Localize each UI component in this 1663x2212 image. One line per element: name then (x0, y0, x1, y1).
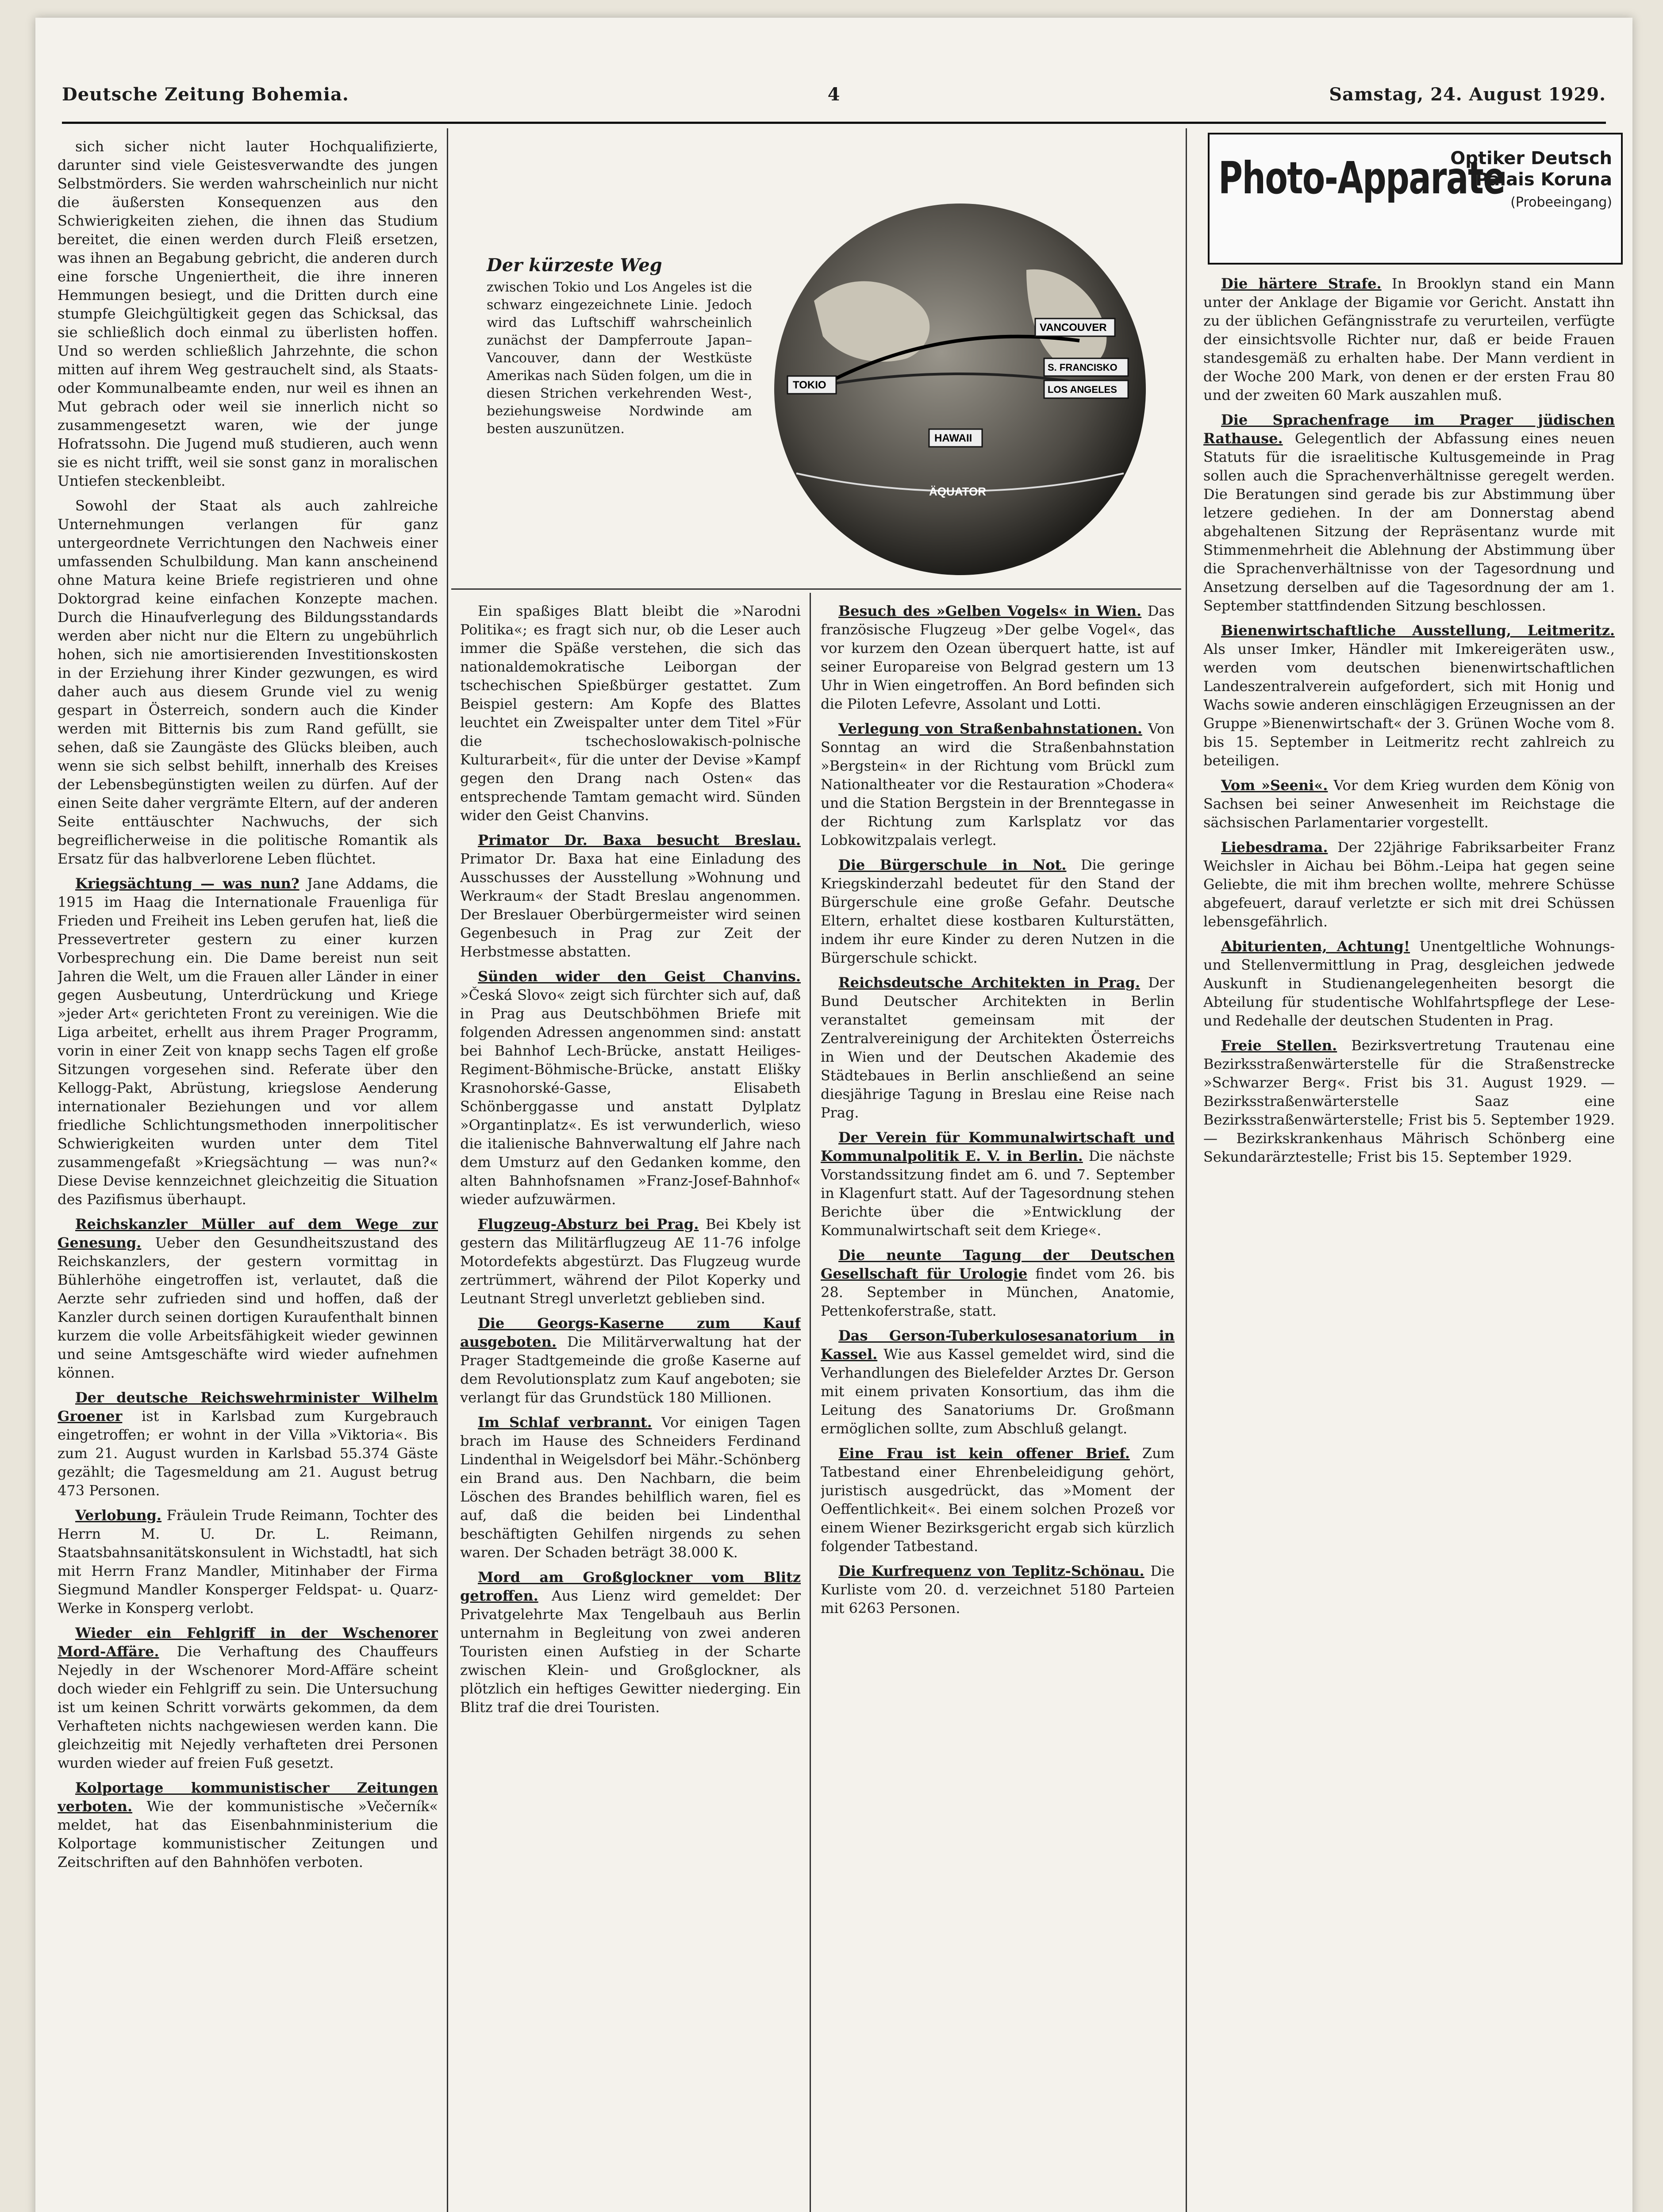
globe-caption (487, 257, 752, 438)
globe-icon (761, 190, 1159, 588)
article-heading: Kolportage kommunistischer Zeitungen verboten. (58, 1779, 438, 1815)
globe-label: TOKIO (793, 379, 826, 391)
column-divider (810, 593, 811, 2212)
article-heading: Verlobung. (75, 1507, 162, 1524)
article-text: Aus Lienz wird gemeldet: Der Privatgelehrte Max Tengelbauh aus Berlin unternahm in Begleitung von zwei anderen Touristen einen Aufstieg in der Scharte zwischen Klein- und Großglockner, als plötzlich ein heftiges Gewitter niederging. Ein Blitz traf die drei Touristen. (460, 1587, 801, 1716)
article-heading: Im Schlaf verbrannt. (478, 1414, 652, 1431)
masthead-title: Deutsche Zeitung Bohemia. (62, 84, 349, 105)
column-3 (821, 602, 1175, 2212)
caption-title: Der kürzeste Weg (487, 255, 662, 276)
article-text: Das französische Flugzeug »Der gelbe Vogel«, das vor kurzem den Ozean überquert hatte, ist auf seiner Europareise von Belgrad gestern um 13 Uhr in Wien eingetroffen. An Bord befinden sich die Piloten Lefevre, Assolant und Lotti. (821, 603, 1175, 712)
masthead-date: Samstag, 24. August 1929. (1329, 84, 1606, 105)
article-text: Primator Dr. Baxa hat eine Einladung des Ausschusses der Ausstellung »Wohnung und Werkraum« der Stadt Breslau angenommen. Der Breslauer Oberbürgermeister wird seinen Gegenbesuch in Prag zur Zeit der Herbstmesse abstatten. (460, 850, 801, 960)
article-heading: Flugzeug-Absturz bei Prag. (478, 1216, 699, 1233)
article-heading: Die Bürgerschule in Not. (838, 856, 1067, 873)
article-heading: Bienenwirtschaftliche Ausstellung, Leitmeritz. (1221, 622, 1615, 639)
article-heading: Freie Stellen. (1221, 1037, 1337, 1054)
article-text: Die geringe Kriegskinderzahl bedeutet für den Stand der Bürgerschule eine große Gefahr. Deutsche Eltern, erhaltet diese kostbaren Kulturstätten, indem ihr eure Kinder zu deren Nutzen in die Bürgerschule schickt. (821, 856, 1175, 966)
article-heading: Vom »Seeni«. (1221, 777, 1328, 794)
ad-line: Palais Koruna (1475, 169, 1612, 190)
article-heading: Kriegsächtung — was nun? (75, 875, 300, 892)
article-paragraph: Ein spaßiges Blatt bleibt die »Narodni Politika«; es fragt sich nur, ob die Leser auch immer die Späße verstehen, die sich das nationaldemokratische Leiborgan der tschechischen Spießbürger gestattet. Zum Beispiel gestern: Am Kopfe des Blattes leuchtet ein Zweispalter unter dem Titel »Für die tschechoslowakisch-polnische Kulturarbeit«, für die unter der Devise »Kampf gegen den Drang nach Osten« das entsprechende Tamtam gemacht wird. Sünden wider den Geist Chanvins. (460, 603, 801, 824)
article-heading: Primator Dr. Baxa besucht Breslau. (478, 832, 801, 849)
globe-illustration (761, 190, 1159, 588)
article-heading: Die Georgs-Kaserne zum Kauf ausgeboten. (460, 1315, 801, 1350)
article-text: Bei Kbely ist gestern das Militärflugzeug AE 11-76 infolge Motordefekts abgestürzt. Das Flugzeug wurde zertrümmert, während der Pilot Koperky und Leutnant Stregl unverletzt geblieben sind. (460, 1216, 801, 1307)
article-paragraph: Sowohl der Staat als auch zahlreiche Unternehmungen verlangen für ganz untergeordnete Verrichtungen den Nachweis einer umfassenden Schulbildung. Man kann anscheinend ohne Matura keine Briefe registrieren und ohne Doktorgrad keine einfachen Konzepte machen. Durch die Hinaufverlegung des Bildungsstandards werden aber nicht nur die Eltern zu ungebührlich hohen, sich nie amortisierenden Investitionskosten in der Erziehung ihrer Kinder gezwungen, es wird daher auch aus diesem Grunde viel zu wenig gespart in Österreich, sondern auch die Kinder werden mit Bitternis bis zum Rand gefüllt, sie sehen, daß sie Zaungäste des Glücks bleiben, auch wenn sie sich selbst behilft, innerhalb des Kreises der Lebensbegünstigten weilen zu dürfen. Auf der einen Seite daher vergrämte Eltern, auf der anderen Seite enttäuschter Nachwuchs, der sich begreiflicherweise in die politische Romantik als Ersatz für das halbverlorene Leben flüchtet. (58, 497, 438, 867)
article-paragraph: sich sicher nicht lauter Hochqualifizierte, darunter sind viele Geistesverwandte des jungen Selbstmörders. Sie werden wahrscheinlich nur nicht die äußersten Konsequenzen aus den Schwierigkeiten ziehen, die ihnen das Studium bereitet, die einen werden durch Fleiß ersetzen, was ihnen an Begabung gebricht, die anderen durch eine forsche Ungeniertheit, die ihre inneren Hemmungen besiegt, und die Dritten durch eine stumpfe Gleichgültigkeit gegen das Schicksal, das sie schließlich doch einmal zu überlisten hoffen. Und so werden schließlich Jahrzehnte, die schon mitten auf ihrem Weg gestrauchelt sind, als Staats- oder Kommunalbeamte enden, nur weil es ihnen an Mut gebrach oder weil sie innerlich nicht so zusammengesetzt waren, wie der junge Hofratssohn. Die Jugend muß studieren, auch wenn sie es nicht trifft, weil sie sonst ganz in moralischen Untiefen steckenbleibt. (58, 138, 438, 489)
article-text: Vor einigen Tagen brach im Hause des Schneiders Ferdinand Lindenthal in Weigelsdorf bei Mähr.-Schönberg ein Brand aus. Den Nachbarn, die beim Löschen des Brandes behilflich waren, fiel es auf, daß die beiden bei Lindenthal beschäftigten Gehilfen nirgends zu sehen waren. Der Schaden beträgt 38.000 K. (460, 1414, 801, 1561)
article-text: Zum Tatbestand einer Ehrenbeleidigung gehört, juristisch ausgedrückt, das »Moment der Oeffentlichkeit«. Bei einem solchen Prozeß vor einem Wiener Bezirksgericht ergab sich kürzlich folgender Tatbestand. (821, 1445, 1175, 1555)
article-text: Jane Addams, die 1915 im Haag die Internationale Frauenliga für Frieden und Freiheit ins Leben gerufen hat, ließ die Pressevertreter gestern zu einer kurzen Vorbesprechung ein. Die Dame bereist nun seit Jahren die Welt, um die Frauen aller Länder in einer gegen Ausbeutung, Unterdrückung und Kriege »jeder Art« gerichteten Front zu vereinigen. Wie die Liga arbeitet, erhellt aus ihrem Prager Programm, vorin in einer Zeit von knapp sechs Tagen elf große Sitzungen vorgesehen sind. Referate über den Kellogg-Pakt, Abrüstung, kriegslose Aenderung internationaler Beziehungen und vor allem friedliche Schlichtungsmethoden innerpolitischer Schwierigkeiten wurden unter dem Titel zusammengefaßt »Kriegsächtung — was nun?« Diese Devise kennzeichnet gleichzeitig die Situation des Pazifismus überhaupt. (58, 875, 438, 1208)
article-heading: Abiturienten, Achtung! (1221, 938, 1410, 955)
newspaper-page (35, 18, 1632, 2212)
article-heading: Eine Frau ist kein offener Brief. (838, 1445, 1130, 1462)
article-text: »Česká Slovo« zeigt sich fürchter sich auf, daß in Prag aus Deutschböhmen Briefe mit folgenden Adressen angenommen sind: anstatt bei Bahnhof Lech-Brücke, anstatt Heiliges-Regiment-Böhmische-Brücke, anstatt Elišky Krasnohorské-Gasse, Elisabeth Schönberggasse und anstatt Dylplatz »Organtinplatz«. Es ist verwunderlich, wieso die italienische Bahnverwaltung elf Jahre nach dem Umsturz auf den Gedanken komme, den alten Bahnhofsnamen »Franz-Josef-Bahnhof« wieder aufzuwärmen. (460, 987, 801, 1208)
article-heading: Reichsdeutsche Architekten in Prag. (838, 974, 1140, 991)
article-text: Die Militärverwaltung hat der Prager Stadtgemeinde die große Kaserne auf dem Revolutionsplatz zum Kauf angeboten; sie verlangt für das Grundstück 180 Millionen. (460, 1333, 801, 1406)
masthead (62, 84, 1606, 119)
globe-label: S. FRANCISKO (1048, 362, 1118, 373)
article-text: Vor dem Krieg wurden dem König von Sachsen bei seiner Anwesenheit im Reichstage die sächsischen Parlamentarier vorgestellt. (1203, 777, 1615, 831)
column-divider (1186, 128, 1187, 2212)
article-heading: Der deutsche Reichswehrminister Wilhelm Groener (58, 1389, 438, 1425)
article-heading: Die neunte Tagung der Deutschen Gesellschaft für Urologie (821, 1247, 1175, 1282)
article-heading: Liebesdrama. (1221, 839, 1328, 856)
caption-text: zwischen Tokio und Los Angeles ist die schwarz eingezeichnete Linie. Jedoch wird das Luftschiff wahrscheinlich zunächst der Dampferroute Japan–Vancouver, dann der Westküste Amerikas nach Süden folgen, um die in diesen Strichen verkehrenden West-, beziehungsweise Nordwinde am besten auszunützen. (487, 280, 752, 437)
article-heading: Der Verein für Kommunalwirtschaft und Kommunalpolitik E. V. in Berlin. (821, 1129, 1175, 1164)
globe-label: HAWAII (934, 432, 972, 444)
article-heading: Das Gerson-Tuberkulosesanatorium in Kassel. (821, 1327, 1175, 1363)
column-divider (447, 128, 448, 2212)
advertisement (1208, 133, 1623, 265)
globe-label: LOS ANGELES (1048, 384, 1117, 395)
article-text: Die Verhaftung des Chauffeurs Nejedly in der Wschenorer Mord-Affäre scheint doch wieder ein Fehlgriff zu sein. Die Untersuchung ist um keinen Schritt vorwärts gekommen, da dem Verhafteten nichts nachgewiesen werden kann. Die gleichzeitig mit Nejedly verhafteten drei Personen wurden wieder auf freien Fuß gesetzt. (58, 1643, 438, 1771)
globe-label: VANCOUVER (1040, 322, 1107, 334)
article-text: Gelegentlich der Abfassung eines neuen Statuts für die israelitische Kultusgemeinde in Prag sollen auch die Sprachenverhältnisse geregelt werden. Die Beratungen sind gerade bis zur Abstimmung über letzere gediehen. In der am Donnerstag abend abgehaltenen Sitzung der Repräsentanz wurde mit Stimmenmehrheit die Ablehnung der Abstimmung über die Sprachenverhältnisse von der Tagesordnung und Ansetzung derselben auf die Tagesordnung der am 1. September stattfindenden Sitzung beschlossen. (1203, 430, 1615, 614)
article-text: In Brooklyn stand ein Mann unter der Anklage der Bigamie vor Gericht. Anstatt ihn zu der üblichen Gefängnisstrafe zu verurteilen, verfügte der einsichtsvolle Richter nur, daß er beide Frauen standesgemäß zu erhalten habe. Der Mann verdient in der Woche 200 Mark, von denen er der ersten Frau 80 und der zweiten 60 Mark auszahlen muß. (1203, 275, 1615, 403)
article-heading: Reichskanzler Müller auf dem Wege zur Genesung. (58, 1216, 438, 1251)
article-text: Als unser Imker, Händler mit Imkereigeräten usw., werden vom deutschen bienenwirtschaftlichen Landeszentralverein aufgefordert, sich mit Honig und Wachs sowie anderen einschlägigen Erzeugnissen an der Gruppe »Bienenwirtschaft« der 3. Grünen Woche vom 8. bis 15. September in Leitmeritz recht zahlreich zu beteiligen. (1203, 641, 1615, 769)
article-text: Der 22jährige Fabriksarbeiter Franz Weichsler in Aichau bei Böhm.-Leipa hat gegen seine Geliebte, die mit ihm brechen wollte, mehrere Schüsse abgefeuert, darauf verletzte er sich mit drei Schüssen lebensgefährlich. (1203, 839, 1615, 930)
article-text: Wie der kommunistische »Večerník« meldet, hat das Eisenbahnministerium die Kolportage kommunistischer Zeitungen und Zeitschriften auf den Bahnhöfen verboten. (58, 1798, 438, 1870)
article-heading: Wieder ein Fehlgriff in der Wschenorer Mord-Affäre. (58, 1624, 438, 1660)
globe-label: ÄQUATOR (929, 485, 987, 498)
article-text: Von Sonntag an wird die Straßenbahnstation »Bergstein« in der Richtung vom Brückl zum Nationaltheater vor die Restauration »Chodera« und die Station Bergstein in der Brenntegasse in der Richtung zum Karlsplatz vor das Lobkowitzpalais verlegt. (821, 720, 1175, 849)
article-heading: Die Kurfrequenz von Teplitz-Schönau. (838, 1563, 1145, 1579)
article-heading: Die Sprachenfrage im Prager jüdischen Rathause. (1203, 411, 1615, 447)
article-heading: Die härtere Strafe. (1221, 275, 1382, 292)
article-text: Wie aus Kassel gemeldet wird, sind die Verhandlungen des Bielefelder Arztes Dr. Gerson mit einem privaten Konsortium, das ihm die Leitung des Sanatoriums Dr. Großmann ermöglichen sollte, zum Abschluß gelangt. (821, 1346, 1175, 1437)
article-text: Ueber den Gesundheitszustand des Reichskanzlers, der gestern vormittag in Bühlerhöhe eingetroffen ist, verlautet, daß die Aerzte sehr zufrieden sind und hoffen, daß der Kanzler durch seinen dortigen Kuraufenthalt binnen kurzem die volle Arbeitsfähigkeit wieder gewinnen und seine Amtsgeschäfte wird wieder aufnehmen können. (58, 1234, 438, 1381)
ad-address (1450, 148, 1612, 213)
ad-line: (Probeeingang) (1510, 195, 1612, 210)
ad-line: Optiker Deutsch (1450, 148, 1612, 169)
masthead-rule (62, 122, 1606, 124)
article-text: Unentgeltliche Wohnungs- und Stellenvermittlung in Prag, desgleichen jedwede Auskunft in Studienangelegenheiten besorgt die Abteilung für studentische Wohlfahrtspflege der Lese- und Redehalle der deutschen Studenten in Prag. (1203, 938, 1615, 1029)
ad-title: Photo-Apparate (1218, 152, 1505, 204)
article-heading: Mord am Großglockner vom Blitz getroffen. (460, 1569, 801, 1604)
article-text: Der Bund Deutscher Architekten in Berlin veranstaltet gemeinsam mit der Zentralvereinigung der Architekten Österreichs in Wien und der Deutschen Akademie des Städtebaues in Berlin anschließend an seine diesjährige Tagung in Breslau eine Reise nach Prag. (821, 974, 1175, 1121)
page-number: 4 (827, 84, 841, 105)
article-heading: Sünden wider den Geist Chanvins. (478, 968, 801, 985)
article-text: findet vom 26. bis 28. September in München, Anatomie, Pettenkoferstraße, statt. (821, 1265, 1175, 1319)
article-text: Bezirksvertretung Trautenau eine Bezirksstraßenwärterstelle für die Straßenstrecke »Schwarzer Berg«. Frist bis 31. August 1929. — Bezirksstraßenwärterstelle Saaz eine Bezirksstraßenwärterstelle; Frist bis 5. September 1929. — Bezirkskrankenhaus Mährisch Schönberg eine Sekundarärztestelle; Frist bis 15. September 1929. (1203, 1037, 1615, 1165)
column-4 (1203, 274, 1615, 2212)
section-divider (451, 588, 1181, 590)
article-text: ist in Karlsbad zum Kurgebrauch eingetroffen; er wohnt in der Villa »Viktoria«. Bis zum 21. August wurden in Karlsbad 55.374 Gäste gezählt; die Tagesmeldung am 21. August betrug 473 Personen. (58, 1408, 438, 1499)
article-heading: Verlegung von Straßenbahnstationen. (838, 720, 1142, 737)
article-heading: Besuch des »Gelben Vogels« in Wien. (838, 603, 1142, 619)
article-text: Die nächste Vorstandssitzung findet am 6. und 7. September in Klagenfurt statt. Auf der Tagesordnung stehen Berichte über die »Entwicklung der Kommunalwirtschaft seit dem Kriege«. (821, 1148, 1175, 1239)
column-2 (460, 602, 801, 2212)
article-text: Fräulein Trude Reimann, Tochter des Herrn M. U. Dr. L. Reimann, Staatsbahnsanitätskonsulent in Wichstadtl, hat sich mit Herrn Franz Mandler, Mitinhaber der Firma Siegmund Mandler Konsperger Feldspat- u. Quarz-Werke in Konsperg verlobt. (58, 1507, 438, 1617)
article-text: Die Kurliste vom 20. d. verzeichnet 5180 Parteien mit 6263 Personen. (821, 1563, 1175, 1617)
column-1 (58, 137, 438, 2212)
